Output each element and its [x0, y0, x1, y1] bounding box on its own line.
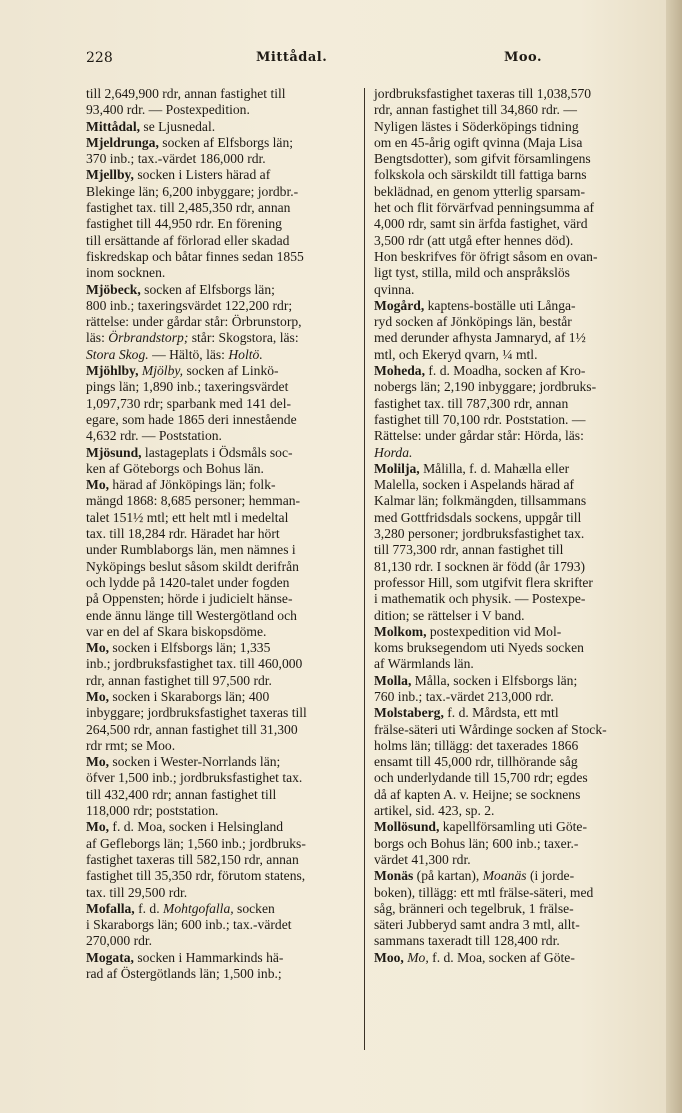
- text-line: [86, 624, 356, 640]
- entry-headword: Molkom,: [374, 623, 427, 639]
- text-line: [86, 216, 356, 232]
- line-text: till ersättande af förlorad eller skadad: [86, 232, 290, 248]
- text-line: [86, 787, 356, 803]
- text-line: [86, 379, 356, 395]
- entry-start-line: [374, 868, 654, 884]
- text-line: [374, 167, 654, 183]
- text-line: [86, 184, 356, 200]
- text-line: [374, 803, 654, 819]
- entry-start-line: [86, 167, 356, 183]
- text-line: [374, 493, 654, 509]
- line-text: tax. till 29,500 rdr.: [86, 884, 188, 900]
- line-text: står: Skogstora, läs:: [188, 330, 299, 346]
- text-line: [374, 608, 654, 624]
- entry-start-line: [86, 135, 356, 151]
- line-text: fastighet taxeras till 582,150 rdr, annan: [86, 851, 299, 867]
- line-text: 270,000 rdr.: [86, 933, 153, 949]
- entry-start-line: [86, 119, 356, 135]
- line-text: inbyggare; jordbruksfastighet taxeras till: [86, 705, 307, 721]
- line-text: socken i Elfsborgs län; 1,335: [109, 640, 271, 656]
- text-line: [374, 347, 654, 363]
- line-text: värdet 41,300 rdr.: [374, 851, 471, 867]
- italic-text: Mjölby,: [138, 363, 184, 379]
- line-text: ende ännu länge till Westergötland och: [86, 607, 297, 623]
- line-text: på Oppensten; hörde i judicielt hänse-: [86, 591, 293, 607]
- line-text: koms bruksegendom uti Nyeds socken: [374, 640, 584, 656]
- text-line: [86, 347, 356, 363]
- line-text: till 773,300 rdr, annan fastighet till: [374, 542, 564, 558]
- entry-headword: Mjöhlby,: [86, 363, 139, 379]
- text-line: [374, 689, 654, 705]
- line-text: af Wärmlands län.: [374, 656, 474, 672]
- text-line: [374, 428, 654, 444]
- line-text: med derunder afhysta Jamnaryd, af 1½: [374, 330, 586, 346]
- text-line: [374, 722, 654, 738]
- line-text: frälse-säteri uti Wårdinge socken af Stock-: [374, 721, 607, 737]
- text-line: [374, 754, 654, 770]
- entry-headword: Mo,: [86, 819, 110, 835]
- text-line: [374, 184, 654, 200]
- entry-headword: Molstaberg,: [374, 705, 444, 721]
- entry-start-line: [86, 689, 356, 705]
- entry-headword: Mollösund,: [374, 819, 440, 835]
- line-text: 118,000 rdr; poststation.: [86, 803, 219, 819]
- line-text: Hon beskrifves för öfrigt såsom en ovan-: [374, 248, 598, 264]
- text-line: [86, 722, 356, 738]
- line-text: ryd socken af Jönköpings län, består: [374, 314, 572, 330]
- line-text: Kalmar län; folkmängden, tillsammans: [374, 493, 587, 509]
- line-text: i Skaraborgs län; 600 inb.; tax.-värdet: [86, 917, 292, 933]
- line-text: socken i Hammarkinds hä-: [133, 949, 284, 965]
- entry-headword: Mjöbeck,: [86, 281, 141, 297]
- line-text: Nyköpings beslut såsom skildt derifrån: [86, 558, 299, 574]
- line-text: fiskredskap och båtar finnes sedan 1855: [86, 248, 304, 264]
- entry-start-line: [374, 819, 654, 835]
- text-line: [86, 608, 356, 624]
- text-line: [374, 119, 654, 135]
- line-text: och lydde på 1420-talet under fogden: [86, 574, 290, 590]
- line-text: socken af Linkö-: [183, 363, 279, 379]
- line-text: lastageplats i Ödsmåls soc-: [141, 444, 293, 460]
- entry-start-line: [86, 819, 356, 835]
- line-text: jordbruksfastighet taxeras till 1,038,570: [374, 86, 592, 101]
- text-line: [374, 330, 654, 346]
- text-line: [374, 917, 654, 933]
- entry-start-line: [86, 282, 356, 298]
- text-line: [86, 526, 356, 542]
- entry-headword: Moheda,: [374, 363, 425, 379]
- text-line: [86, 298, 356, 314]
- line-text: rdr, annan fastighet till 34,860 rdr. —: [374, 102, 577, 118]
- line-text: (i jorde-: [526, 868, 575, 884]
- line-text: under Rumblaborgs län, men nämnes i: [86, 542, 296, 558]
- entry-start-line: [374, 363, 654, 379]
- line-text: 3,280 personer; jordbruksfastighet tax.: [374, 526, 585, 542]
- line-text: professor Hill, som utgifvit flera skrifter: [374, 574, 593, 590]
- entry-headword: Mo,: [86, 477, 110, 493]
- text-line: [374, 510, 654, 526]
- line-text: socken: [233, 900, 275, 916]
- text-line: [86, 836, 356, 852]
- line-text: qvinna.: [374, 281, 415, 297]
- text-line: [86, 86, 356, 102]
- entry-headword: Mofalla,: [86, 900, 135, 916]
- line-text: mängd 1868: 8,685 personer; hemman-: [86, 493, 301, 509]
- italic-text: Mo,: [407, 949, 429, 965]
- text-line: [374, 282, 654, 298]
- line-text: socken i Skaraborgs län; 400: [109, 688, 270, 704]
- line-text: i mathematik och physik. — Postexpe-: [374, 591, 586, 607]
- line-text: 4,000 rdr, samt sin ärfda fastighet, värd: [374, 216, 588, 232]
- line-text: rdr, annan fastighet till 97,500 rdr.: [86, 672, 272, 688]
- text-line: [374, 445, 654, 461]
- page-gutter-edge: [666, 0, 682, 1113]
- entry-headword: Mogård,: [374, 297, 425, 313]
- line-text: 3,500 rdr (att utgå efter hennes död).: [374, 232, 574, 248]
- text-line: [374, 640, 654, 656]
- line-text: Målla, socken i Elfsborgs län;: [411, 672, 578, 688]
- entry-start-line: [374, 461, 654, 477]
- text-line: [86, 461, 356, 477]
- text-line: [374, 591, 654, 607]
- line-text: beklädnad, en genom ytterlig sparsam-: [374, 183, 586, 199]
- page-header: [0, 50, 682, 70]
- line-text: och underlydande till 15,700 rdr; egdes: [374, 770, 588, 786]
- text-line: [374, 656, 654, 672]
- line-text: sammans taxeradt till 128,400 rdr.: [374, 933, 560, 949]
- text-line: [374, 249, 654, 265]
- text-line: [86, 249, 356, 265]
- line-text: rad af Östergötlands län; 1,500 inb.;: [86, 966, 282, 982]
- text-line: [86, 493, 356, 509]
- line-text: (på kartan),: [413, 868, 483, 884]
- entry-start-line: [86, 754, 356, 770]
- line-text: f. d. Moa, socken af Göte-: [428, 949, 575, 965]
- line-text: f. d.: [134, 900, 164, 916]
- line-text: 264,500 rdr, annan fastighet till 31,300: [86, 721, 298, 737]
- line-text: f. d. Mårdsta, ett mtl: [443, 705, 559, 721]
- entry-start-line: [374, 624, 654, 640]
- text-line: [86, 200, 356, 216]
- line-text: Blekinge län; 6,200 inbyggare; jordbr.-: [86, 183, 299, 199]
- text-line: [86, 852, 356, 868]
- text-line: [374, 200, 654, 216]
- entry-start-line: [86, 445, 356, 461]
- text-line: [86, 412, 356, 428]
- text-line: [86, 656, 356, 672]
- line-text: läs:: [86, 330, 109, 346]
- running-head-right: Moo.: [504, 50, 543, 65]
- text-line: [86, 542, 356, 558]
- line-text: fastighet tax. till 787,300 rdr, annan: [374, 395, 569, 411]
- text-line: [86, 559, 356, 575]
- text-line: [374, 314, 654, 330]
- text-line: [374, 102, 654, 118]
- line-text: Rättelse: under gårdar står: Hörda, läs:: [374, 428, 584, 444]
- line-text: rättelse: under gårdar står: Örbrunstorp,: [86, 314, 302, 330]
- line-text: dition; se rättelser i V band.: [374, 607, 525, 623]
- entry-headword: Mogata,: [86, 949, 134, 965]
- text-line: [86, 770, 356, 786]
- line-text: var en del af Skara biskopsdöme.: [86, 623, 267, 639]
- entry-start-line: [86, 363, 356, 379]
- entry-start-line: [86, 640, 356, 656]
- line-text: — Hältö, läs:: [148, 346, 229, 362]
- line-text: såg, bränneri och tegelbruk, 1 frälse-: [374, 900, 574, 916]
- line-text: talet 151½ mtl; ett helt mtl i medeltal: [86, 509, 289, 525]
- line-text: socken af Elfsborgs län;: [158, 134, 294, 150]
- line-text: fastighet till 44,950 rdr. En förening: [86, 216, 282, 232]
- line-text: 81,130 rdr. I socknen är född (år 1793): [374, 558, 586, 574]
- text-line: [374, 738, 654, 754]
- line-text: Malella, socken i Aspelands härad af: [374, 477, 575, 493]
- entry-headword: Mo,: [86, 754, 110, 770]
- line-text: mtl, och Ekeryd qvarn, ¼ mtl.: [374, 346, 538, 362]
- entry-headword: Mo,: [86, 688, 110, 704]
- text-line: [374, 216, 654, 232]
- text-line: [374, 885, 654, 901]
- line-text: kapellförsamling uti Göte-: [439, 819, 587, 835]
- entry-headword: Mjeldrunga,: [86, 134, 159, 150]
- line-text: Nyligen lästes i Söderköpings tidning: [374, 118, 579, 134]
- italic-text: Mohtgofalla,: [163, 900, 234, 916]
- text-line: [374, 852, 654, 868]
- text-line: [374, 933, 654, 949]
- text-line: [86, 233, 356, 249]
- text-line: [86, 917, 356, 933]
- line-text: postexpedition vid Mol-: [426, 623, 562, 639]
- line-text: inb.; jordbruksfastighet tax. till 460,000: [86, 656, 303, 672]
- line-text: f. d. Moa, socken i Helsingland: [109, 819, 284, 835]
- line-text: egare, som hade 1865 deri innestående: [86, 411, 297, 427]
- entry-start-line: [374, 673, 654, 689]
- text-line: [86, 933, 356, 949]
- italic-text: Stora Skog.: [86, 346, 149, 362]
- line-text: het och flit förvärfvad penningsumma af: [374, 200, 595, 216]
- text-line: [374, 412, 654, 428]
- text-line: [374, 86, 654, 102]
- entry-start-line: [86, 901, 356, 917]
- text-line: [374, 233, 654, 249]
- entry-headword: Mjösund,: [86, 444, 142, 460]
- line-text: ken af Göteborgs och Bohus län.: [86, 460, 264, 476]
- line-text: ensamt till 45,000 rdr, tillhörande såg: [374, 754, 578, 770]
- text-line: [374, 151, 654, 167]
- line-text: 760 inb.; tax.-värdet 213,000 rdr.: [374, 688, 554, 704]
- line-text: fastighet tax. till 2,485,350 rdr, annan: [86, 200, 291, 216]
- text-line: [374, 770, 654, 786]
- text-line: [86, 885, 356, 901]
- text-line: [86, 265, 356, 281]
- line-text: borgs och Bohus län; 600 inb.; taxer.-: [374, 835, 579, 851]
- line-text: öfver 1,500 inb.; jordbruksfastighet tax.: [86, 770, 303, 786]
- text-line: [86, 428, 356, 444]
- entry-headword: Moo,: [374, 949, 404, 965]
- text-line: [374, 542, 654, 558]
- line-text: 4,632 rdr. — Poststation.: [86, 428, 222, 444]
- text-line: [86, 705, 356, 721]
- line-text: säteri Jubberyd samt andra 3 mtl, allt-: [374, 917, 580, 933]
- line-text: ligt tyst, stilla, mild och anspråkslös: [374, 265, 570, 281]
- line-text: artikel, sid. 423, sp. 2.: [374, 803, 495, 819]
- line-text: då af kapten A. v. Heijne; se socknens: [374, 786, 581, 802]
- line-text: pings län; 1,890 inb.; taxeringsvärdet: [86, 379, 289, 395]
- italic-text: Örbrandstorp;: [108, 330, 189, 346]
- column-divider: [364, 88, 365, 1050]
- line-text: 800 inb.; taxeringsvärdet 122,200 rdr;: [86, 297, 293, 313]
- line-text: fastighet till 35,350 rdr, förutom statens,: [86, 868, 306, 884]
- text-line: [374, 135, 654, 151]
- line-text: socken af Elfsborgs län;: [140, 281, 275, 297]
- entry-start-line: [374, 950, 654, 966]
- entry-start-line: [374, 705, 654, 721]
- line-text: inom socknen.: [86, 265, 166, 281]
- page-number: 228: [86, 50, 113, 66]
- left-column: [86, 86, 356, 982]
- text-line: [374, 836, 654, 852]
- entry-headword: Mittådal,: [86, 118, 140, 134]
- line-text: kaptens-boställe uti Långa-: [424, 297, 576, 313]
- text-line: [374, 396, 654, 412]
- line-text: Bengtsdotter), som gifvit församlingens: [374, 151, 591, 167]
- entry-start-line: [86, 950, 356, 966]
- text-line: [86, 102, 356, 118]
- line-text: 370 inb.; tax.-värdet 186,000 rdr.: [86, 151, 266, 167]
- line-text: socken i Wester-Norrlands län;: [109, 754, 281, 770]
- line-text: se Ljusnedal.: [140, 118, 216, 134]
- text-line: [86, 314, 356, 330]
- text-line: [86, 330, 356, 346]
- text-line: [374, 265, 654, 281]
- text-line: [86, 803, 356, 819]
- line-text: rdr rmt; se Moo.: [86, 737, 176, 753]
- text-line: [86, 738, 356, 754]
- text-line: [86, 966, 356, 982]
- text-line: [86, 510, 356, 526]
- line-text: af Gefleborgs län; 1,560 inb.; jordbruks-: [86, 835, 306, 851]
- line-text: holms län; tillägg: det taxerades 1866: [374, 737, 579, 753]
- line-text: om en 45-årig ogift qvinna (Maja Lisa: [374, 134, 583, 150]
- text-line: [86, 673, 356, 689]
- line-text: 1,097,730 rdr; sparbank med 141 del-: [86, 395, 291, 411]
- line-text: härad af Jönköpings län; folk-: [109, 477, 276, 493]
- line-text: f. d. Moadha, socken af Kro-: [424, 363, 586, 379]
- entry-headword: Molilja,: [374, 460, 420, 476]
- italic-text: Holtö.: [228, 346, 263, 362]
- text-line: [86, 868, 356, 884]
- italic-text: Moanäs: [482, 868, 527, 884]
- text-line: [374, 901, 654, 917]
- right-column: [374, 86, 654, 966]
- text-line: [86, 151, 356, 167]
- italic-text: Horda.: [374, 444, 413, 460]
- line-text: boken), tillägg: ett mtl frälse-säteri, med: [374, 884, 594, 900]
- line-text: tax. till 18,284 rdr. Häradet har hört: [86, 526, 280, 542]
- entry-headword: Molla,: [374, 672, 412, 688]
- line-text: folkskola och särskildt till fattiga barns: [374, 167, 587, 183]
- entry-headword: Mjellby,: [86, 167, 134, 183]
- text-line: [374, 787, 654, 803]
- text-line: [86, 575, 356, 591]
- line-text: Målilla, f. d. Mahælla eller: [419, 460, 570, 476]
- text-line: [374, 379, 654, 395]
- line-text: till 432,400 rdr; annan fastighet till: [86, 786, 277, 802]
- entry-start-line: [86, 477, 356, 493]
- line-text: fastighet till 70,100 rdr. Poststation. —: [374, 411, 586, 427]
- line-text: nobergs län; 2,190 inbyggare; jordbruks-: [374, 379, 597, 395]
- running-head-left: Mittådal.: [256, 50, 328, 65]
- line-text: socken i Listers härad af: [133, 167, 271, 183]
- text-line: [86, 396, 356, 412]
- line-text: med Gottfridsdals sockens, uppgår till: [374, 509, 582, 525]
- line-text: till 2,649,900 rdr, annan fastighet till: [86, 86, 286, 101]
- entry-headword: Monäs: [374, 868, 414, 884]
- text-line: [374, 559, 654, 575]
- text-line: [374, 477, 654, 493]
- entry-headword: Mo,: [86, 640, 110, 656]
- text-line: [374, 526, 654, 542]
- text-line: [86, 591, 356, 607]
- entry-start-line: [374, 298, 654, 314]
- text-line: [374, 575, 654, 591]
- line-text: 93,400 rdr. — Postexpedition.: [86, 102, 250, 118]
